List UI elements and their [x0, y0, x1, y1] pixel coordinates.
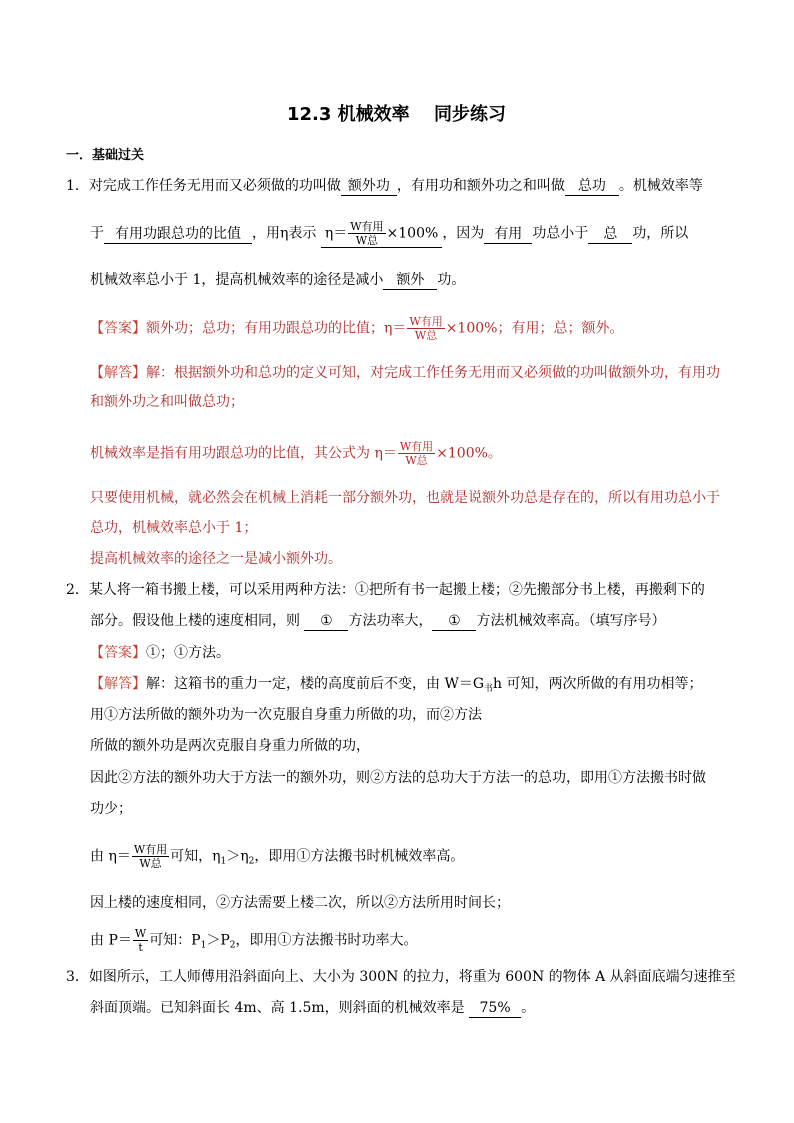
q2-solution-line2: 用①方法所做的额外功为一次克服自身重力所做的功，而②方法	[90, 707, 482, 723]
formula-percent: ×100%	[386, 225, 439, 242]
q3-blank-1: 75%	[469, 1000, 521, 1018]
q2-solution-line4: 因此②方法的额外功大于方法一的额外功，则②方法的总功大于方法一的总功，即用①方法搬书时做	[90, 770, 706, 786]
solution-text: h 可知，两次所做的有用功相等；	[493, 676, 703, 692]
power-fraction	[133, 927, 148, 954]
answer-tag: 【答案】	[90, 645, 146, 661]
q1-text: 机械效率总小于 1，提高机械效率的途径是减小	[90, 272, 384, 288]
solution-text: 机械效率是指有用功跟总功的比值，其公式为 η＝	[90, 445, 397, 462]
q3-line2	[90, 998, 535, 1018]
subscript: 书	[484, 684, 494, 694]
q2-solution-line8	[90, 927, 418, 956]
solution-tag: 【解答】	[90, 676, 146, 692]
q1-text: ，用η表示	[252, 225, 317, 242]
q1-answer	[90, 315, 623, 342]
q1-solution-line2: 和额外功之和叫做总功；	[90, 394, 244, 410]
q2-answer	[90, 643, 230, 663]
solution-text: 解：这箱书的重力一定，楼的高度前后不变，由 W＝G	[146, 676, 485, 692]
q2-line2	[90, 611, 665, 631]
section-heading: 一．基础过关	[66, 148, 145, 163]
solution-text: 由 η＝	[90, 848, 131, 865]
fraction-numerator: W有用	[409, 315, 443, 328]
q1-solution-line6: 提高机械效率的途径之一是减小额外功。	[90, 551, 342, 567]
q1-text: 。机械效率等	[618, 178, 703, 194]
q2-text: 某人将一箱书搬上楼，可以采用两种方法：①把所有书一起搬上楼；②先搬部分书上楼，再搬剩下的	[88, 582, 705, 598]
solution-text: ，即用①方法搬书时功率大。	[235, 932, 418, 949]
efficiency-fraction	[348, 220, 385, 247]
answer-text: ①；①方法。	[146, 645, 230, 661]
formula-eta: η＝	[324, 225, 348, 242]
q1-line2	[90, 220, 688, 248]
q2-line1	[66, 580, 705, 600]
q1-text: 功。	[437, 272, 466, 288]
q1-blank-3: 有用功跟总功的比值	[104, 226, 252, 244]
q1-blank-7: 额外	[383, 272, 437, 290]
q1-text: 对完成工作任务无用而又必须做的功叫做	[88, 178, 341, 194]
q3-line1	[66, 967, 736, 987]
solution-text: ＞P	[206, 932, 230, 949]
q1-line1	[66, 176, 703, 196]
q2-solution-line6	[90, 843, 464, 872]
q1-text: 于	[90, 225, 104, 242]
q2-blank-1: ①	[304, 613, 348, 631]
solution-text: 可知：P	[149, 932, 201, 949]
q1-solution-line4: 只要使用机械，就必然会在机械上消耗一部分额外功，也就是说额外功总是存在的，所以有用功总小于	[90, 490, 720, 506]
q1-text: 功，所以	[632, 225, 689, 242]
fraction-denominator: W总	[405, 454, 428, 467]
q2-text: 方法机械效率高。（填写序号）	[476, 613, 666, 629]
subscript: 2	[229, 940, 236, 951]
fraction-denominator: W总	[355, 234, 379, 247]
q1-blank-1: 额外功	[341, 178, 397, 196]
answer-text: ×100%；有用；总；额外。	[445, 320, 624, 337]
answer-tag: 【答案】	[90, 320, 146, 337]
q2-text: 方法功率大，	[348, 613, 433, 629]
solution-text: ，即用①方法搬书时机械效率高。	[254, 848, 465, 865]
q2-solution-line7: 因上楼的速度相同，②方法需要上楼二次，所以②方法所用时间长；	[90, 895, 510, 911]
solution-text: 由 P＝	[90, 932, 132, 949]
fraction-denominator: t	[138, 941, 143, 954]
q1-number: 1．	[66, 178, 89, 194]
q1-blank-6: 总	[588, 226, 632, 244]
efficiency-fraction	[407, 315, 444, 342]
q1-solution-line1	[90, 363, 720, 383]
solution-text: ＞η	[226, 848, 249, 865]
q1-blank-2: 总功	[565, 178, 619, 196]
page-title: 12.3 机械效率 同步练习	[287, 104, 506, 125]
q1-solution-line3	[90, 440, 502, 467]
q3-number: 3．	[66, 969, 89, 985]
fraction-numerator: W有用	[399, 440, 434, 453]
q1-blank-5: 有用	[484, 226, 532, 244]
q2-solution-line5: 功少；	[90, 801, 132, 817]
q1-text: 功总小于	[532, 225, 589, 242]
q1-text: ，因为	[442, 225, 485, 242]
solution-text: 可知，η	[170, 848, 221, 865]
fraction-denominator: W总	[414, 329, 438, 342]
q1-line3	[90, 270, 465, 290]
q2-solution-line1	[90, 674, 703, 699]
fraction-numerator: W有用	[350, 220, 384, 233]
q2-solution-line3: 所做的额外功是两次克服自身重力所做的功，	[90, 738, 370, 754]
q1-blank-4	[321, 220, 442, 248]
q1-solution-line5: 总功，机械效率总小于 1；	[90, 520, 258, 536]
subscript: 1	[220, 856, 227, 867]
q3-text: 斜面顶端。已知斜面长 4m、高 1.5m，则斜面的机械效率是	[90, 1000, 465, 1016]
solution-text: 解：根据额外功和总功的定义可知，对完成工作任务无用而又必须做的功叫做额外功，有用功	[146, 365, 720, 381]
fraction-numerator: W有用	[133, 843, 168, 856]
efficiency-fraction	[398, 440, 435, 467]
answer-text: 额外功；总功；有用功跟总功的比值；η＝	[146, 320, 407, 337]
subscript: 2	[248, 856, 255, 867]
q2-text: 部分。假设他上楼的速度相同，则	[90, 613, 300, 629]
solution-text: ×100%。	[436, 445, 502, 462]
q2-number: 2．	[66, 582, 89, 598]
fraction-denominator: W总	[139, 857, 162, 870]
q2-blank-2: ①	[432, 613, 476, 631]
fraction-numerator: W	[134, 927, 147, 940]
q3-text: 。	[521, 1000, 536, 1016]
efficiency-fraction	[132, 843, 169, 870]
q3-text: 如图所示，工人师傅用沿斜面向上、大小为 300N 的拉力，将重为 600N 的物体 A 从斜面底端匀速推至	[88, 969, 736, 985]
solution-tag: 【解答】	[90, 365, 146, 381]
q1-text: ，有用功和额外功之和叫做	[396, 178, 565, 194]
subscript: 1	[200, 940, 207, 951]
